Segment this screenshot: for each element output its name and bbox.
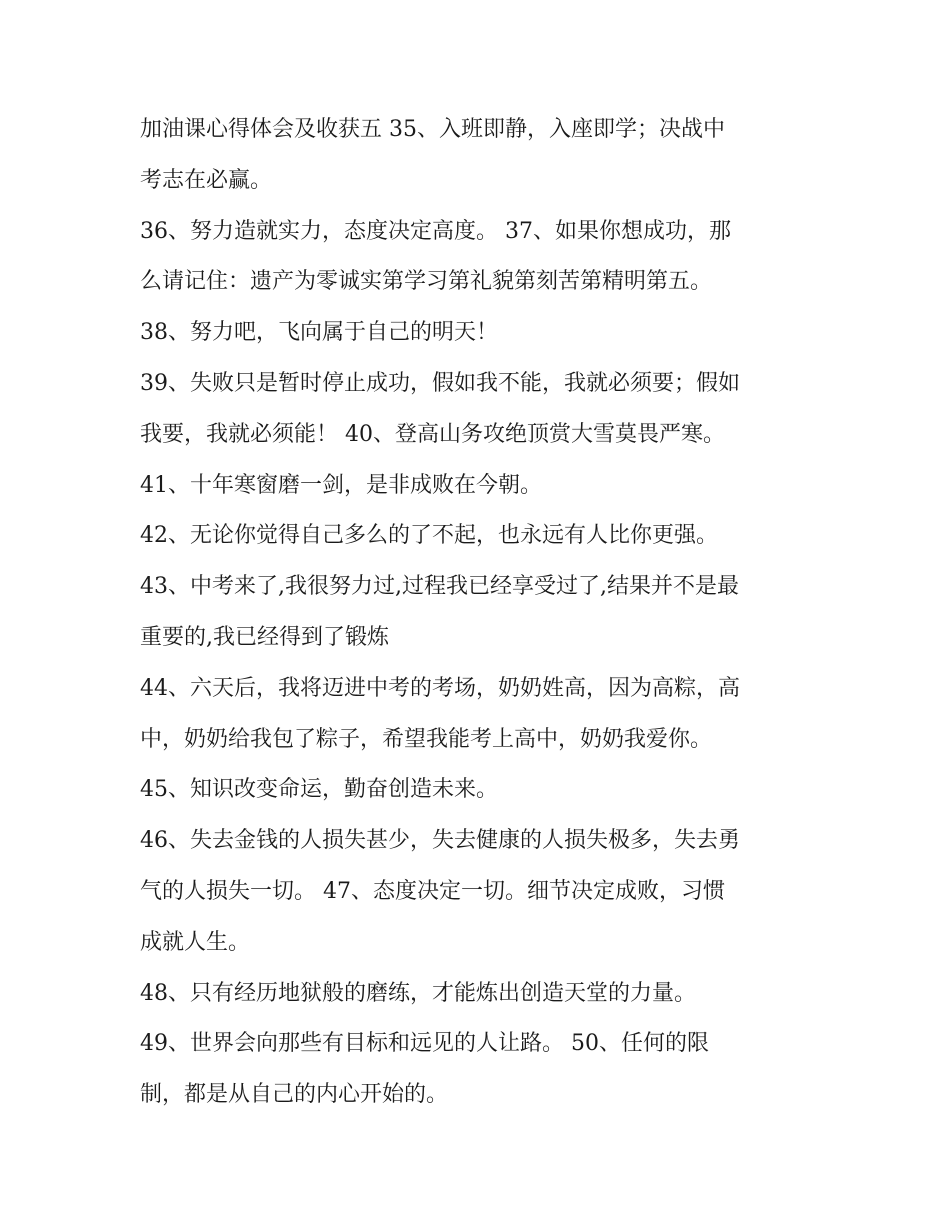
text-line-14: 45、知识改变命运，勤奋创造未来。 — [140, 777, 498, 803]
text-line-13: 中，奶奶给我包了粽子，希望我能考上高中，奶奶我爱你。 — [140, 726, 713, 752]
text-line-3: 36、努力造就实力，态度决定高度。 37、如果你想成功，那 — [140, 218, 731, 244]
text-line-8: 41、十年寒窗磨一剑，是非成败在今朝。 — [140, 472, 542, 498]
text-line-5: 38、努力吧，飞向属于自己的明天！ — [140, 320, 498, 346]
text-line-20: 制，都是从自己的内心开始的。 — [140, 1082, 449, 1108]
text-line-6: 39、失败只是暂时停止成功，假如我不能，我就必须要；假如 — [140, 370, 740, 396]
text-line-9: 42、无论你觉得自己多么的了不起，也永远有人比你更强。 — [140, 523, 718, 549]
text-line-15: 46、失去金钱的人损失甚少，失去健康的人损失极多，失去勇 — [140, 828, 740, 854]
text-line-11: 重要的,我已经得到了锻炼 — [140, 624, 389, 650]
text-line-2: 考志在必赢。 — [140, 167, 273, 193]
text-line-4: 么请记住：遗产为零诚实第学习第礼貌第刻苦第精明第五。 — [140, 269, 713, 295]
text-line-16: 气的人损失一切。 47、态度决定一切。细节决定成败，习惯 — [140, 878, 725, 904]
document-body — [140, 105, 830, 1121]
text-line-17: 成就人生。 — [140, 929, 251, 955]
text-line-10: 43、中考来了,我很努力过,过程我已经享受过了,结果并不是最 — [140, 574, 739, 600]
text-line-7: 我要，我就必须能！ 40、登高山务攻绝顶赏大雪莫畏严寒。 — [140, 421, 725, 447]
text-line-19: 49、世界会向那些有目标和远见的人让路。 50、任何的限 — [140, 1031, 709, 1057]
text-line-1: 加油课心得体会及收获五 35、入班即静，入座即学；决战中 — [140, 117, 725, 142]
text-line-18: 48、只有经历地狱般的磨练，才能炼出创造天堂的力量。 — [140, 980, 696, 1006]
text-line-12: 44、六天后，我将迈进中考的考场，奶奶姓高，因为高粽，高 — [140, 675, 740, 701]
